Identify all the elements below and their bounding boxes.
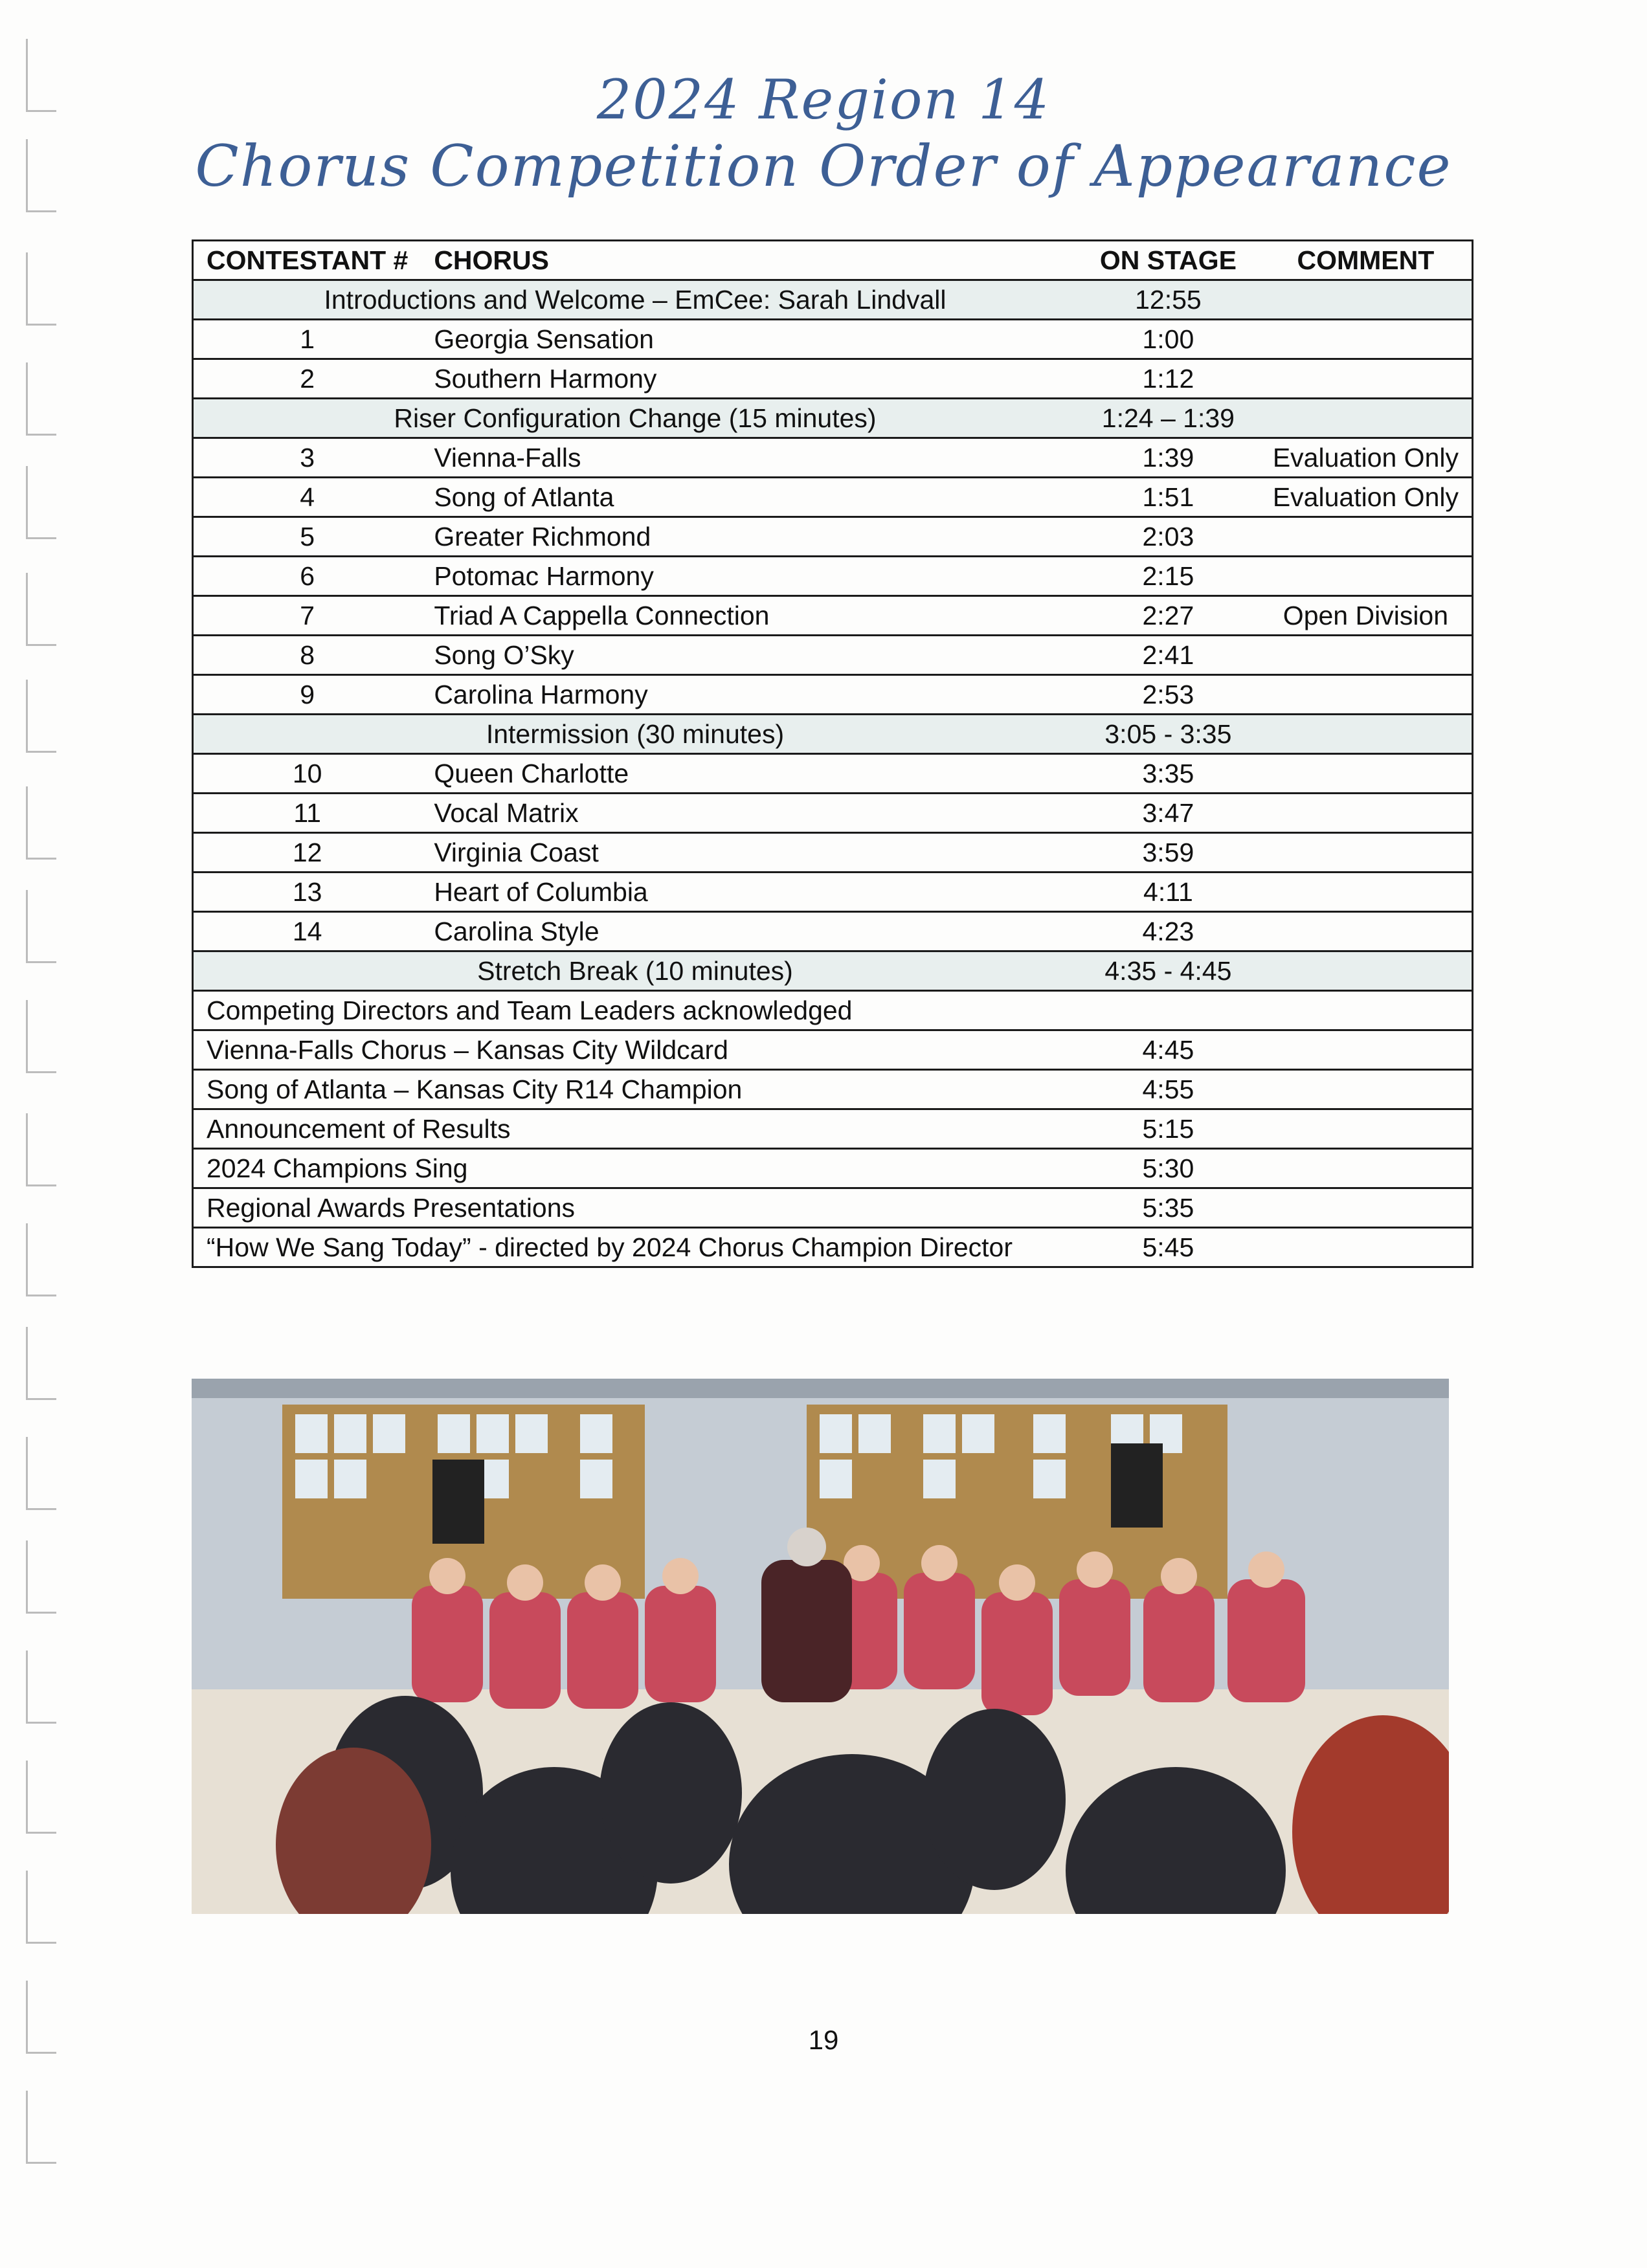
comment bbox=[1260, 359, 1473, 399]
chorus-name: Heart of Columbia bbox=[421, 873, 1077, 912]
comment bbox=[1260, 991, 1473, 1030]
break-description: Riser Configuration Change (15 minutes) bbox=[193, 399, 1077, 438]
event-row bbox=[193, 1109, 1473, 1149]
on-stage-time: 2:41 bbox=[1077, 636, 1260, 675]
on-stage-time: 1:24 – 1:39 bbox=[1077, 399, 1260, 438]
chorus-name: Virginia Coast bbox=[421, 833, 1077, 873]
comment: Evaluation Only bbox=[1260, 478, 1473, 517]
on-stage-time: 4:55 bbox=[1077, 1070, 1260, 1109]
contestant-number: 1 bbox=[193, 320, 421, 359]
contestant-number: 14 bbox=[193, 912, 421, 951]
event-row bbox=[193, 991, 1473, 1030]
on-stage-time: 12:55 bbox=[1077, 280, 1260, 320]
contestant-number: 5 bbox=[193, 517, 421, 557]
chorus-name: Vienna-Falls bbox=[421, 438, 1077, 478]
chorus-name: Southern Harmony bbox=[421, 359, 1077, 399]
contestant-number: 10 bbox=[193, 754, 421, 794]
comment bbox=[1260, 636, 1473, 675]
chorus-name: Triad A Cappella Connection bbox=[421, 596, 1077, 636]
on-stage-time: 2:27 bbox=[1077, 596, 1260, 636]
comment bbox=[1260, 517, 1473, 557]
event-row bbox=[193, 1030, 1473, 1070]
table-row bbox=[193, 873, 1473, 912]
table-row bbox=[193, 794, 1473, 833]
contestant-number: 9 bbox=[193, 675, 421, 715]
table-header-row bbox=[193, 241, 1473, 280]
table-row bbox=[193, 912, 1473, 951]
comment bbox=[1260, 1030, 1473, 1070]
chorus-name: Queen Charlotte bbox=[421, 754, 1077, 794]
on-stage-time: 5:35 bbox=[1077, 1188, 1260, 1228]
event-description: Competing Directors and Team Leaders acknowledged bbox=[193, 991, 1077, 1030]
comment bbox=[1260, 1149, 1473, 1188]
chorus-name: Song O’Sky bbox=[421, 636, 1077, 675]
comment bbox=[1260, 794, 1473, 833]
break-description: Stretch Break (10 minutes) bbox=[193, 951, 1077, 991]
event-description: Vienna-Falls Chorus – Kansas City Wildcard bbox=[193, 1030, 1077, 1070]
comment bbox=[1260, 1109, 1473, 1149]
on-stage-time: 3:59 bbox=[1077, 833, 1260, 873]
table-row bbox=[193, 754, 1473, 794]
on-stage-time: 4:35 - 4:45 bbox=[1077, 951, 1260, 991]
table-row bbox=[193, 636, 1473, 675]
on-stage-time: 3:05 - 3:35 bbox=[1077, 715, 1260, 754]
appearance-schedule-table bbox=[192, 239, 1473, 1268]
page-subtitle: Chorus Competition Order of Appearance bbox=[195, 133, 1452, 199]
comment: Evaluation Only bbox=[1260, 438, 1473, 478]
chorus-name: Greater Richmond bbox=[421, 517, 1077, 557]
table-row bbox=[193, 478, 1473, 517]
header-comment: COMMENT bbox=[1260, 241, 1473, 280]
on-stage-time: 1:51 bbox=[1077, 478, 1260, 517]
event-description: Song of Atlanta – Kansas City R14 Champion bbox=[193, 1070, 1077, 1109]
on-stage-time: 2:03 bbox=[1077, 517, 1260, 557]
comment bbox=[1260, 912, 1473, 951]
chorus-name: Song of Atlanta bbox=[421, 478, 1077, 517]
contestant-number: 12 bbox=[193, 833, 421, 873]
event-row bbox=[193, 1070, 1473, 1109]
contestant-number: 6 bbox=[193, 557, 421, 596]
chorus-name: Vocal Matrix bbox=[421, 794, 1077, 833]
comment bbox=[1260, 1228, 1473, 1267]
comment bbox=[1260, 1070, 1473, 1109]
on-stage-time: 4:11 bbox=[1077, 873, 1260, 912]
chorus-name: Carolina Style bbox=[421, 912, 1077, 951]
break-row bbox=[193, 399, 1473, 438]
event-row bbox=[193, 1228, 1473, 1267]
contestant-number: 2 bbox=[193, 359, 421, 399]
break-row bbox=[193, 951, 1473, 991]
table-row bbox=[193, 320, 1473, 359]
break-description: Introductions and Welcome – EmCee: Sarah Lindvall bbox=[193, 280, 1077, 320]
comment bbox=[1260, 951, 1473, 991]
event-description: 2024 Champions Sing bbox=[193, 1149, 1077, 1188]
event-row bbox=[193, 1149, 1473, 1188]
on-stage-time: 5:30 bbox=[1077, 1149, 1260, 1188]
table-row bbox=[193, 557, 1473, 596]
chorus-name: Georgia Sensation bbox=[421, 320, 1077, 359]
comment bbox=[1260, 675, 1473, 715]
event-description: Announcement of Results bbox=[193, 1109, 1077, 1149]
table-row bbox=[193, 438, 1473, 478]
contestant-number: 8 bbox=[193, 636, 421, 675]
event-row bbox=[193, 1188, 1473, 1228]
header-contestant: CONTESTANT # bbox=[193, 241, 421, 280]
on-stage-time: 5:45 bbox=[1077, 1228, 1260, 1267]
page-title: 2024 Region 14 bbox=[596, 68, 1051, 131]
break-row bbox=[193, 715, 1473, 754]
on-stage-time bbox=[1077, 991, 1260, 1030]
comment bbox=[1260, 833, 1473, 873]
table-row bbox=[193, 833, 1473, 873]
chorus-name: Carolina Harmony bbox=[421, 675, 1077, 715]
comment bbox=[1260, 715, 1473, 754]
comment: Open Division bbox=[1260, 596, 1473, 636]
on-stage-time: 2:15 bbox=[1077, 557, 1260, 596]
chorus-performance-photo bbox=[192, 1379, 1449, 1914]
on-stage-time: 4:45 bbox=[1077, 1030, 1260, 1070]
comment bbox=[1260, 754, 1473, 794]
header-chorus: CHORUS bbox=[421, 241, 1077, 280]
event-description: “How We Sang Today” - directed by 2024 Chorus Champion Director bbox=[193, 1228, 1077, 1267]
on-stage-time: 4:23 bbox=[1077, 912, 1260, 951]
comment bbox=[1260, 399, 1473, 438]
contestant-number: 11 bbox=[193, 794, 421, 833]
on-stage-time: 1:00 bbox=[1077, 320, 1260, 359]
table-row bbox=[193, 517, 1473, 557]
comment bbox=[1260, 280, 1473, 320]
page-number: 19 bbox=[808, 2025, 839, 2055]
comment bbox=[1260, 873, 1473, 912]
break-description: Intermission (30 minutes) bbox=[193, 715, 1077, 754]
comment bbox=[1260, 320, 1473, 359]
table-row bbox=[193, 359, 1473, 399]
comment bbox=[1260, 1188, 1473, 1228]
on-stage-time: 1:12 bbox=[1077, 359, 1260, 399]
on-stage-time: 5:15 bbox=[1077, 1109, 1260, 1149]
contestant-number: 13 bbox=[193, 873, 421, 912]
on-stage-time: 3:35 bbox=[1077, 754, 1260, 794]
on-stage-time: 2:53 bbox=[1077, 675, 1260, 715]
contestant-number: 7 bbox=[193, 596, 421, 636]
table-body bbox=[193, 280, 1473, 1267]
table-row bbox=[193, 596, 1473, 636]
header-on-stage: ON STAGE bbox=[1077, 241, 1260, 280]
on-stage-time: 3:47 bbox=[1077, 794, 1260, 833]
break-row bbox=[193, 280, 1473, 320]
table-row bbox=[193, 675, 1473, 715]
contestant-number: 3 bbox=[193, 438, 421, 478]
on-stage-time: 1:39 bbox=[1077, 438, 1260, 478]
event-description: Regional Awards Presentations bbox=[193, 1188, 1077, 1228]
chorus-name: Potomac Harmony bbox=[421, 557, 1077, 596]
contestant-number: 4 bbox=[193, 478, 421, 517]
comment bbox=[1260, 557, 1473, 596]
